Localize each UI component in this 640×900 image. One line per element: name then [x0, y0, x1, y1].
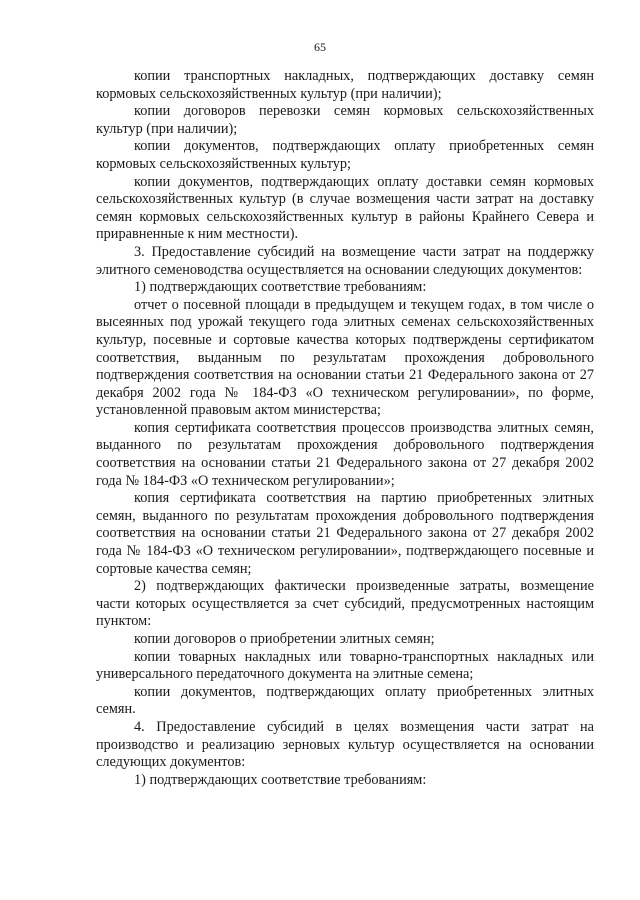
paragraph-5: 3. Предоставление субсидий на возмещение части затрат на поддержку элитного семеноводства осуществляется на основании следующих документов:: [96, 243, 594, 278]
paragraph-2: копии договоров перевозки семян кормовых сельскохозяйственных культур (при наличии);: [96, 103, 594, 137]
paragraph-4: копии документов, подтверждающих оплату доставки семян кормовых сельскохозяйственных культур (в случае возмещения части затрат на доставку семян кормовых сельскохозяйственных культур в районы Крайнего Севера и приравненные к ним местности).: [96, 173, 594, 243]
paragraph-3: копии документов, подтверждающих оплату приобретенных семян кормовых сельскохозяйственных культур;: [96, 138, 594, 172]
paragraph-1: копии транспортных накладных, подтверждающих доставку семян кормовых сельскохозяйственных культур (при наличии);: [96, 68, 594, 102]
document-body: [96, 68, 594, 789]
paragraph-15: 1) подтверждающих соответствие требованиям:: [134, 771, 427, 788]
paragraph-7: отчет о посевной площади в предыдущем и текущем годах, в том числе о высеянных под урожай текущего года элитных семенах сельскохозяйственных культур, посевные и сортовые качества которых подтверждены сертификатом соответствия, выданным по результатам прохождения добровольного подтверждения соответствия на основании статьи 21 Федерального закона от 27 декабря 2002 года № 184-ФЗ «О техническом регулировании», по форме, установленной правовым актом министерства;: [96, 296, 594, 419]
paragraph-11: копии договоров о приобретении элитных семян;: [134, 631, 435, 647]
paragraph-12: копии товарных накладных или товарно-транспортных накладных или универсального передаточного документа на элитные семена;: [96, 648, 594, 683]
paragraph-14: 4. Предоставление субсидий в целях возмещения части затрат на производство и реализацию зерновых культур осуществляется на основании следующих документов:: [96, 718, 594, 771]
paragraph-8: копия сертификата соответствия процессов производства элитных семян, выданного по результатам прохождения добровольного подтверждения соответствия на основании статьи 21 Федерального закона от 27 декабря 2002 года № 184-ФЗ «О техническом регулировании»;: [96, 419, 594, 489]
paragraph-10: 2) подтверждающих фактически произведенные затраты, возмещение части которых осуществляется за счет субсидий, предусмотренных настоящим пунктом:: [96, 578, 594, 630]
paragraph-6: 1) подтверждающих соответствие требованиям:: [134, 279, 427, 296]
page-number: 65: [314, 40, 326, 54]
paragraph-9: копия сертификата соответствия на партию приобретенных элитных семян, выданного по результатам прохождения добровольного подтверждения соответствия на основании статьи 21 Федерального закона от 27 декабря 2002 года № 184-ФЗ «О техническом регулировании», подтверждающего посевные и сортовые качества семян;: [96, 490, 594, 577]
paragraph-13: копии документов, подтверждающих оплату приобретенных элитных семян.: [96, 683, 594, 718]
